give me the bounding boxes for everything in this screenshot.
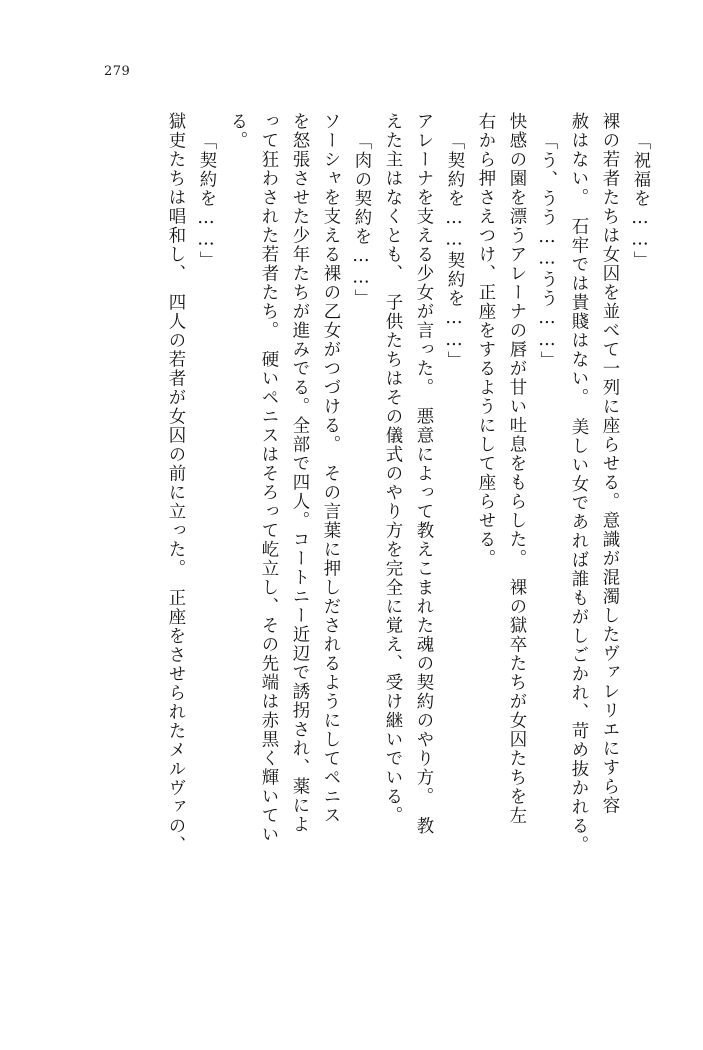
text-column: を怒張させた少年たちが進みでる。全部で四人。コートニー近辺で誘拐され、薬によ <box>289 112 309 834</box>
text-column: 「肉の契約を……」 <box>351 132 371 309</box>
text-column: 右から押さえつけ、正座をするようにして座らせる。 <box>475 112 495 568</box>
text-column: 「う、うう……うう……」 <box>537 132 557 371</box>
text-column: って狂わされた若者たち。 硬いペニスはそろって屹立し、その先端は赤黒く輝いてい <box>258 112 278 845</box>
text-column: 快感の園を漂うアレーナの唇が甘い吐息をもらした。 裸の獄卒たちが女囚たちを左 <box>506 112 526 826</box>
vertical-text-block <box>62 112 648 984</box>
text-column: えた主はなくとも、 子供たちはその儀式のやり方を完全に覚え、受け継いでいる。 <box>382 112 402 826</box>
text-column: 赦はない。 石牢では貴賤はない。 美しい女であれば誰もがしごかれ、苛め抜かれる。 <box>568 112 588 855</box>
text-column: 「契約を……」 <box>196 132 216 271</box>
text-column: る。 <box>227 112 247 150</box>
text-column: アレーナを支える少女が言った。 悪意によって教えこまれた魂の契約のやり方。 教 <box>413 112 433 836</box>
text-column: ソーシャを支える裸の乙女がつづける。 その言葉に押しだされるようにしてペニス <box>320 112 340 826</box>
text-column: 「祝福を……」 <box>630 132 650 271</box>
text-column: 「契約を……契約を……」 <box>444 132 464 371</box>
text-column: 裸の若者たちは女囚を並べて一列に座らせる。意識が混濁したヴァレリエにすら容 <box>599 112 619 815</box>
text-column: 獄吏たちは唱和し、 四人の若者が女囚の前に立った。 正座をさせられたメルヴァの、 <box>165 112 185 855</box>
page-number: 279 <box>104 64 131 79</box>
